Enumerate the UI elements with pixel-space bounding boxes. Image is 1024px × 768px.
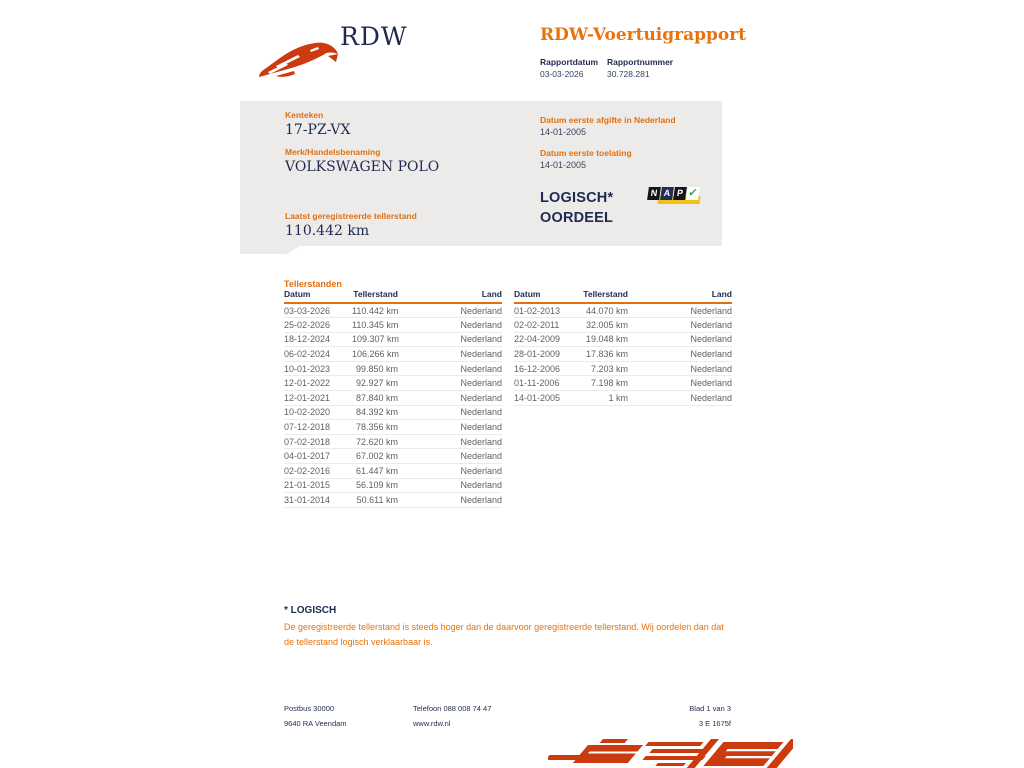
rdw-stripes-decoration-icon xyxy=(548,739,793,768)
tellerstand-value: 110.442 km xyxy=(285,223,370,239)
footer-address xyxy=(284,701,347,731)
merk-label: Merk/Handelsbenaming xyxy=(285,147,381,157)
table-cell: Nederland xyxy=(628,303,732,318)
table-cell: 04-01-2017 xyxy=(284,449,352,464)
table-cell: Nederland xyxy=(398,318,502,333)
table-row xyxy=(514,332,732,347)
table-cell: 84.392 km xyxy=(352,405,398,420)
footer-page-number: Blad 1 van 3 xyxy=(689,704,731,713)
oordeel-text xyxy=(540,188,613,228)
table-cell: 31-01-2014 xyxy=(284,493,352,508)
nap-letter-a: A xyxy=(660,187,674,200)
table-cell: 25-02-2026 xyxy=(284,318,352,333)
table-cell: 61.447 km xyxy=(352,464,398,479)
page-title: RDW-Voertuigrapport xyxy=(540,25,747,45)
footer-doc-code: 3 E 1675f xyxy=(698,719,731,728)
table-cell: 18-12-2024 xyxy=(284,332,352,347)
tellerstanden-table-left xyxy=(284,289,502,508)
table-header-row xyxy=(514,289,732,303)
table-cell: Nederland xyxy=(398,391,502,406)
table-row xyxy=(284,303,502,318)
table-cell: Nederland xyxy=(628,376,732,391)
table-cell: 14-01-2005 xyxy=(514,391,582,406)
table-cell: 02-02-2011 xyxy=(514,318,582,333)
report-date-value: 03-03-2026 xyxy=(540,69,584,79)
footer-website: www.rdw.nl xyxy=(413,719,451,728)
table-cell: 10-01-2023 xyxy=(284,361,352,376)
table-row xyxy=(284,361,502,376)
table-row xyxy=(514,347,732,362)
table-cell: 21-01-2015 xyxy=(284,478,352,493)
table-cell: 07-12-2018 xyxy=(284,420,352,435)
table-cell: 03-03-2026 xyxy=(284,303,352,318)
toelating-value: 14-01-2005 xyxy=(540,160,587,170)
table-row xyxy=(284,332,502,347)
table-cell: Nederland xyxy=(398,303,502,318)
table-cell: 44.070 km xyxy=(582,303,628,318)
column-header-tellerstand: Tellerstand xyxy=(352,289,398,303)
table-cell: Nederland xyxy=(398,420,502,435)
table-cell: 7.203 km xyxy=(582,361,628,376)
table-cell: Nederland xyxy=(398,347,502,362)
table-row xyxy=(284,376,502,391)
footer-address-line1: Postbus 30000 xyxy=(284,704,335,713)
table-row xyxy=(514,391,732,406)
table-cell: 22-04-2009 xyxy=(514,332,582,347)
table-cell: 01-02-2013 xyxy=(514,303,582,318)
table-cell: 109.307 km xyxy=(352,332,398,347)
table-cell: Nederland xyxy=(398,493,502,508)
table-row xyxy=(514,318,732,333)
report-number-label: Rapportnummer xyxy=(607,57,674,67)
table-cell: 12-01-2021 xyxy=(284,391,352,406)
table-cell: 92.927 km xyxy=(352,376,398,391)
rdw-bird-icon xyxy=(258,40,340,80)
footnote-title: * LOGISCH xyxy=(284,605,337,616)
table-cell: 67.002 km xyxy=(352,449,398,464)
table-row xyxy=(284,318,502,333)
table-cell: 16-12-2006 xyxy=(514,361,582,376)
table-cell: 87.840 km xyxy=(352,391,398,406)
table-cell: 12-01-2022 xyxy=(284,376,352,391)
table-cell: 06-02-2024 xyxy=(284,347,352,362)
kenteken-label: Kenteken xyxy=(285,110,324,120)
table-cell: 56.109 km xyxy=(352,478,398,493)
table-cell: Nederland xyxy=(398,434,502,449)
table-cell: 99.850 km xyxy=(352,361,398,376)
table-cell: Nederland xyxy=(628,332,732,347)
footnote-text: De geregistreerde tellerstand is steeds hoger dan de daarvoor geregistreerde tellerstand. Wij oordelen dan dat de tellerstand logisch verklaarbaar is. xyxy=(284,622,724,647)
table-cell: 17.836 km xyxy=(582,347,628,362)
table-cell: 32.005 km xyxy=(582,318,628,333)
table-cell: Nederland xyxy=(628,318,732,333)
rdw-wordmark: RDW xyxy=(340,22,408,51)
merk-value: VOLKSWAGEN POLO xyxy=(285,159,440,175)
column-header-datum: Datum xyxy=(514,289,582,303)
report-number-value: 30.728.281 xyxy=(607,69,650,79)
table-cell: 110.345 km xyxy=(352,318,398,333)
nap-logo xyxy=(648,187,698,207)
table-cell: Nederland xyxy=(398,478,502,493)
afgifte-value: 14-01-2005 xyxy=(540,127,587,137)
tellerstanden-title: Tellerstanden xyxy=(284,279,342,289)
table-row xyxy=(514,303,732,318)
table-cell: Nederland xyxy=(628,361,732,376)
table-cell: 50.611 km xyxy=(352,493,398,508)
table-cell: Nederland xyxy=(398,376,502,391)
table-row xyxy=(284,347,502,362)
table-cell: 28-01-2009 xyxy=(514,347,582,362)
table-cell: Nederland xyxy=(628,347,732,362)
table-cell: 72.620 km xyxy=(352,434,398,449)
table-cell: Nederland xyxy=(398,361,502,376)
column-header-land: Land xyxy=(398,289,502,303)
table-row xyxy=(284,434,502,449)
toelating-label: Datum eerste toelating xyxy=(540,148,632,158)
table-cell: Nederland xyxy=(398,332,502,347)
table-cell: 07-02-2018 xyxy=(284,434,352,449)
table-header-row xyxy=(284,289,502,303)
tellerstand-label: Laatst geregistreerde tellerstand xyxy=(285,211,417,221)
column-header-tellerstand: Tellerstand xyxy=(582,289,628,303)
kenteken-value: 17-PZ-VX xyxy=(285,122,351,138)
table-row xyxy=(284,478,502,493)
column-header-land: Land xyxy=(628,289,732,303)
table-row xyxy=(284,405,502,420)
table-cell: 106.266 km xyxy=(352,347,398,362)
table-cell: 02-02-2016 xyxy=(284,464,352,479)
table-cell: Nederland xyxy=(398,449,502,464)
table-cell: 110.442 km xyxy=(352,303,398,318)
footer-contact xyxy=(413,701,491,731)
table-cell: Nederland xyxy=(398,405,502,420)
table-cell: 01-11-2006 xyxy=(514,376,582,391)
nap-letter-p: P xyxy=(673,187,687,200)
oordeel-line1: LOGISCH* xyxy=(540,190,614,206)
table-cell: 7.198 km xyxy=(582,376,628,391)
table-cell: 19.048 km xyxy=(582,332,628,347)
table-cell: 10-02-2020 xyxy=(284,405,352,420)
table-row xyxy=(284,464,502,479)
afgifte-label: Datum eerste afgifte in Nederland xyxy=(540,115,676,125)
table-cell: Nederland xyxy=(628,391,732,406)
nap-letter-n: N xyxy=(647,187,661,200)
nap-check-icon: ✓ xyxy=(687,187,699,199)
table-row xyxy=(284,493,502,508)
report-date-label: Rapportdatum xyxy=(540,57,599,67)
table-row xyxy=(284,449,502,464)
table-cell: 78.356 km xyxy=(352,420,398,435)
footer-address-line2: 9640 RA Veendam xyxy=(284,719,347,728)
table-row xyxy=(284,391,502,406)
column-header-datum: Datum xyxy=(284,289,352,303)
oordeel-line2: OORDEEL xyxy=(540,210,614,226)
table-row xyxy=(514,376,732,391)
footer-page-info xyxy=(600,701,731,731)
footer-phone: Telefoon 088 008 74 47 xyxy=(413,704,492,713)
table-row xyxy=(284,420,502,435)
table-row xyxy=(514,361,732,376)
table-cell: 1 km xyxy=(582,391,628,406)
table-cell: Nederland xyxy=(398,464,502,479)
tellerstanden-table-right xyxy=(514,289,732,406)
